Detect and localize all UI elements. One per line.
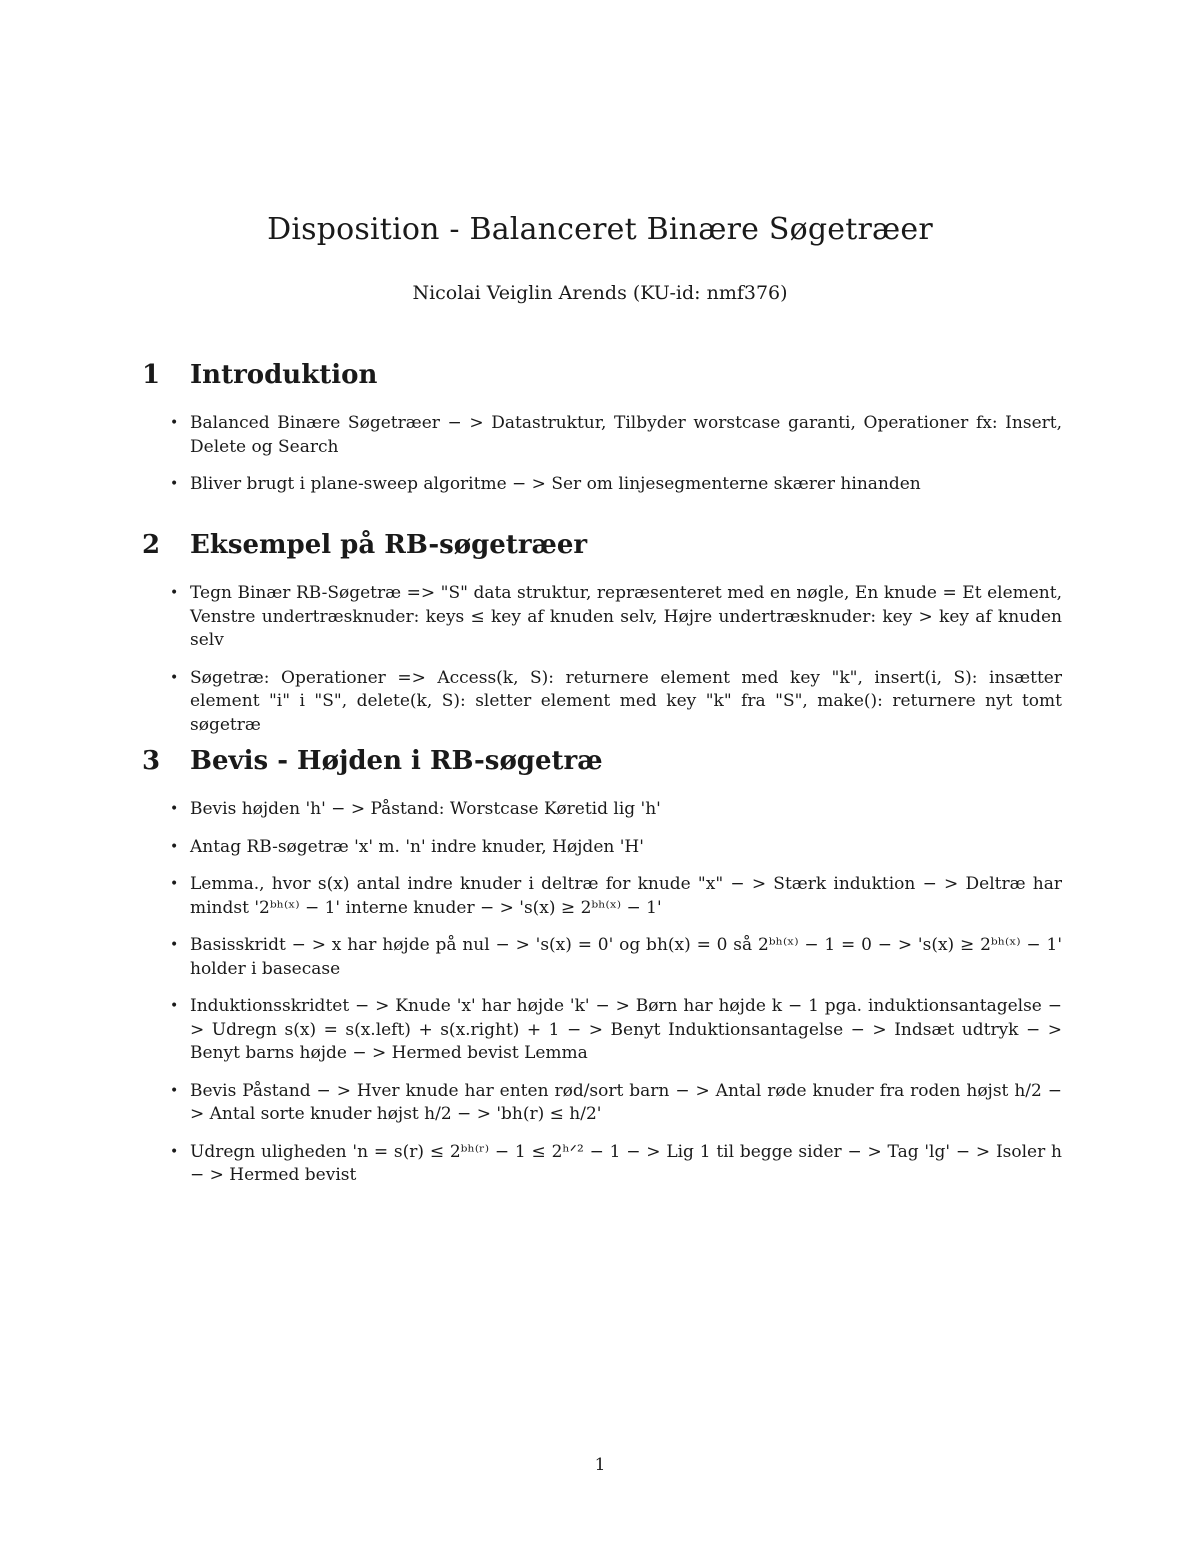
list-item: • Basisskridt − > x har højde på nul − > 's(x) = 0' og bh(x) = 0 så 2ᵇʰ⁽ˣ⁾ − 1 = 0 − > 's(x) ≥ 2ᵇʰ⁽ˣ⁾ − 1' holder i basecase: [170, 935, 1062, 979]
section-introduktion: [142, 360, 1062, 497]
section-number: 3: [142, 746, 161, 776]
list-item: • Bevis Påstand − > Hver knude har enten rød/sort barn − > Antal røde knuder fra roden højst h/2 − > Antal sorte knuder højst h/2 − > 'bh(r) ≤ h/2': [170, 1080, 1062, 1124]
list-item: • Induktionsskridtet − > Knude 'x' har højde 'k' − > Børn har højde k − 1 pga. induktionsantagelse − > Udregn s(x) = s(x.left) + s(x.right) + 1 − > Benyt Induktionsantagelse − > Indsæt udtryk − > Benyt barns højde − > Hermed bevist Lemma: [170, 996, 1062, 1063]
section-bevis: [142, 746, 1062, 1188]
bullet-icon: •: [170, 1082, 179, 1099]
list-item: • Udregn uligheden 'n = s(r) ≤ 2ᵇʰ⁽ʳ⁾ − 1 ≤ 2ʰᐟ² − 1 − > Lig 1 til begge sider − > Tag 'lg' − > Isoler h − > Hermed bevist: [170, 1141, 1062, 1185]
section-title: Introduktion: [190, 360, 378, 390]
section-title: Bevis - Højden i RB-søgetræ: [190, 746, 603, 776]
bullet-icon: •: [170, 415, 179, 431]
bullet-icon: •: [170, 801, 179, 817]
section-heading: [142, 530, 1062, 560]
section-title: Eksempel på RB-søgetræer: [190, 530, 588, 560]
page-number: 1: [594, 1455, 606, 1475]
list-item: • Balanced Binære Søgetræer − > Datastruktur, Tilbyder worstcase garanti, Operationer fx: Insert, Delete og Search: [170, 413, 1062, 457]
list-item: • Søgetræ: Operationer => Access(k, S): returnere element med key "k", insert(i, S): insætter element "i" i "S", delete(k, S): sletter element med key "k" fra "S", make(): returnere nyt tomt søgetræ: [170, 667, 1062, 735]
section-number: 1: [142, 360, 161, 390]
bullet-icon: •: [170, 998, 179, 1014]
section-heading: [142, 746, 1062, 776]
bullet-icon: •: [170, 838, 179, 855]
bullet-icon: •: [170, 476, 179, 492]
section-eksempel: [142, 530, 1062, 737]
section-heading: [142, 360, 1062, 390]
bullet-list: [142, 412, 1062, 497]
section-number: 2: [142, 530, 161, 560]
bullet-icon: •: [170, 937, 179, 953]
bullet-icon: •: [170, 876, 179, 892]
list-item: • Bliver brugt i plane-sweep algoritme − > Ser om linjesegmenterne skærer hinanden: [142, 473, 1062, 497]
list-item: • Lemma., hvor s(x) antal indre knuder i deltræ for knude "x" − > Stærk induktion − > Deltræ har mindst '2ᵇʰ⁽ˣ⁾ − 1' interne knuder − > 's(x) ≥ 2ᵇʰ⁽ˣ⁾ − 1': [170, 874, 1062, 918]
bullet-list: [142, 798, 1062, 1188]
bullet-icon: •: [170, 1143, 179, 1160]
list-item: • Antag RB-søgetræ 'x' m. 'n' indre knuder, Højden 'H': [142, 836, 1062, 860]
bullet-list: [142, 582, 1062, 737]
bullet-icon: •: [170, 585, 179, 601]
document-author: Nicolai Veiglin Arends (KU-id: nmf376): [412, 282, 788, 304]
document-title: Disposition - Balanceret Binære Søgetræer: [267, 212, 933, 247]
bullet-icon: •: [170, 669, 179, 686]
list-item: • Tegn Binær RB-Søgetræ => "S" data struktur, repræsenteret med en nøgle, En knude = Et element, Venstre undertræsknuder: keys ≤ key af knuden selv, Højre undertræsknuder: key > key af knuden selv: [170, 583, 1062, 650]
list-item: • Bevis højden 'h' − > Påstand: Worstcase Køretid lig 'h': [142, 798, 1062, 822]
